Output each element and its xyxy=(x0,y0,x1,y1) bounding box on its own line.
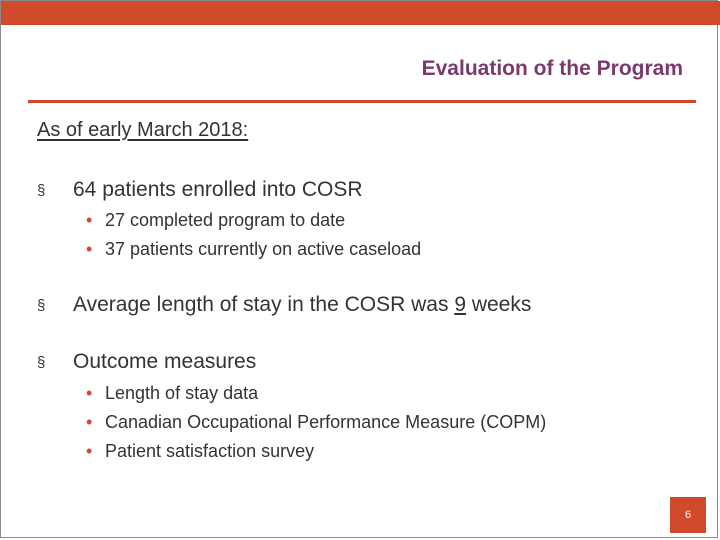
subitem-text: Patient satisfaction survey xyxy=(105,441,315,461)
sub-bullet-icon: • xyxy=(86,383,93,403)
bullet-text: Outcome measures xyxy=(73,350,257,373)
bullet-text: 64 patients enrolled into COSR xyxy=(73,178,363,201)
sub-bullet-icon: • xyxy=(86,239,93,259)
sub-bullet-icon: • xyxy=(86,412,93,432)
subitem-text: 37 patients currently on active caseload xyxy=(105,239,422,259)
sub-bullet-icon: • xyxy=(86,441,93,461)
subitem-text: Length of stay data xyxy=(105,383,259,403)
bullet-marker-icon: § xyxy=(37,297,46,314)
bullet-marker-icon: § xyxy=(37,182,46,199)
subitem-text: Canadian Occupational Performance Measure (COPM) xyxy=(105,412,547,432)
top-accent-bar xyxy=(1,1,720,25)
bullet-text-after: weeks xyxy=(466,293,532,316)
slide-title: Evaluation of the Program xyxy=(421,57,683,80)
subitem-text: 27 completed program to date xyxy=(105,210,346,230)
bullet-text xyxy=(73,293,531,317)
sub-bullet-icon: • xyxy=(86,210,93,230)
bullet-text-before: Average length of stay in the COSR was xyxy=(73,293,455,316)
title-divider xyxy=(28,100,696,103)
bullet-marker-icon: § xyxy=(37,354,46,371)
slide-subtitle: As of early March 2018: xyxy=(37,119,249,141)
weeks-value: 9 xyxy=(454,293,466,316)
page-number-badge: 6 xyxy=(670,497,706,533)
